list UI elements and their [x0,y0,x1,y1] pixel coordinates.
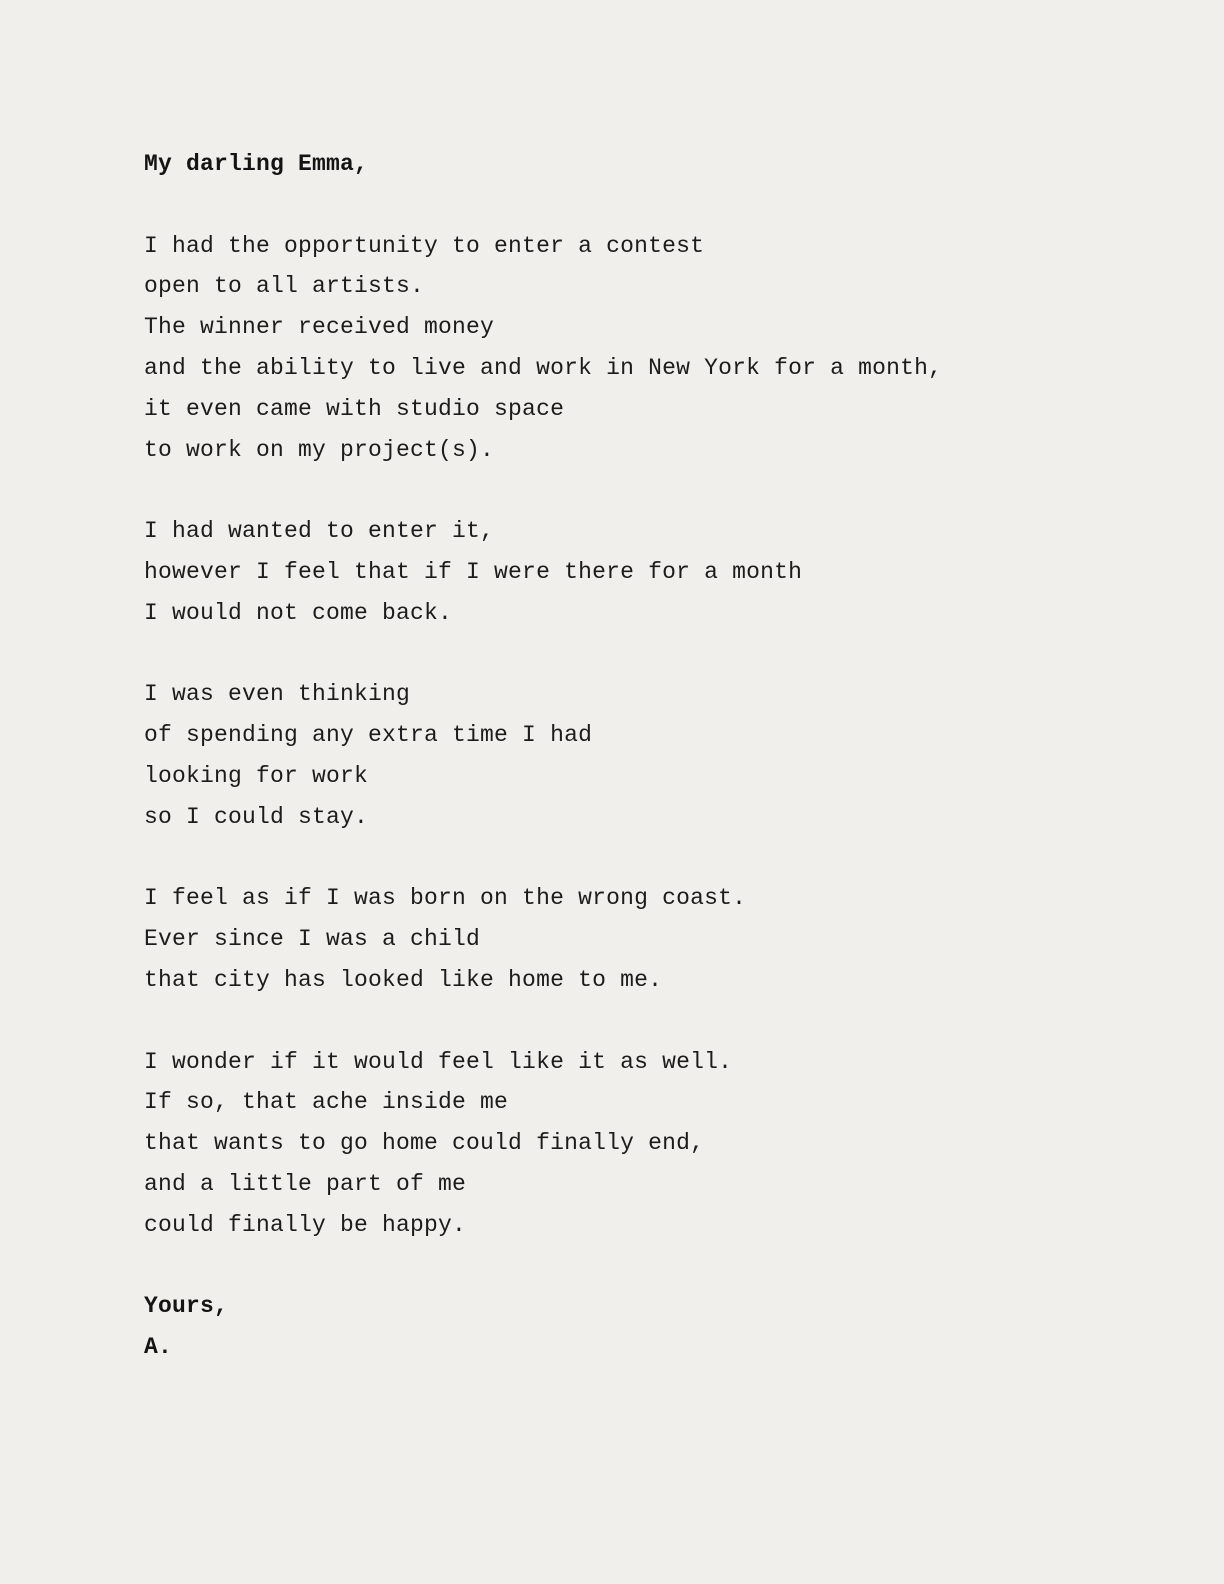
paragraph-3-line: I was even thinking [144,681,411,708]
paragraph-1-line: it even came with studio space [144,395,565,422]
paragraph-4-line: I feel as if I was born on the wrong coast. [144,885,747,912]
paragraph-2-line: however I feel that if I were there for a month [144,558,803,585]
paragraph-5-line: that wants to go home could finally end, [144,1130,705,1157]
paragraph-4-line: Ever since I was a child [144,926,481,953]
letter-body [144,144,1144,1368]
paragraph-1 [144,226,1144,471]
paragraph-4-line: that city has looked like home to me. [144,966,663,993]
paragraph-1-line: I had the opportunity to enter a contest [144,232,705,259]
paragraph-5-line: and a little part of me [144,1170,467,1197]
signature: A. [144,1334,173,1361]
paragraph-2 [144,511,1144,633]
paragraph-5-line: I wonder if it would feel like it as well. [144,1048,733,1075]
paragraph-gap [144,1001,1144,1042]
paragraph-gap [144,470,1144,511]
paragraph-5-line: could finally be happy. [144,1211,467,1238]
paragraph-4 [144,878,1144,1000]
paragraph-1-line: to work on my project(s). [144,436,495,463]
paragraph-5-line: If so, that ache inside me [144,1089,509,1116]
paragraph-3 [144,674,1144,837]
paragraph-1-line: open to all artists. [144,273,425,300]
paragraph-gap [144,1246,1144,1287]
paragraph-3-line: so I could stay. [144,803,369,830]
paragraph-1-line: The winner received money [144,314,495,341]
paragraph-gap [144,634,1144,675]
paragraph-3-line: of spending any extra time I had [144,722,593,749]
paragraph-2-line: I would not come back. [144,599,453,626]
paragraph-gap [144,185,1144,226]
paragraph-3-line: looking for work [144,762,369,789]
paragraph-gap [144,838,1144,879]
paragraph-2-line: I had wanted to enter it, [144,518,495,545]
closing: Yours, [144,1293,229,1320]
salutation: My darling Emma, [144,151,369,177]
paragraph-1-line: and the ability to live and work in New York for a month, [144,354,943,381]
paragraph-5 [144,1042,1144,1246]
